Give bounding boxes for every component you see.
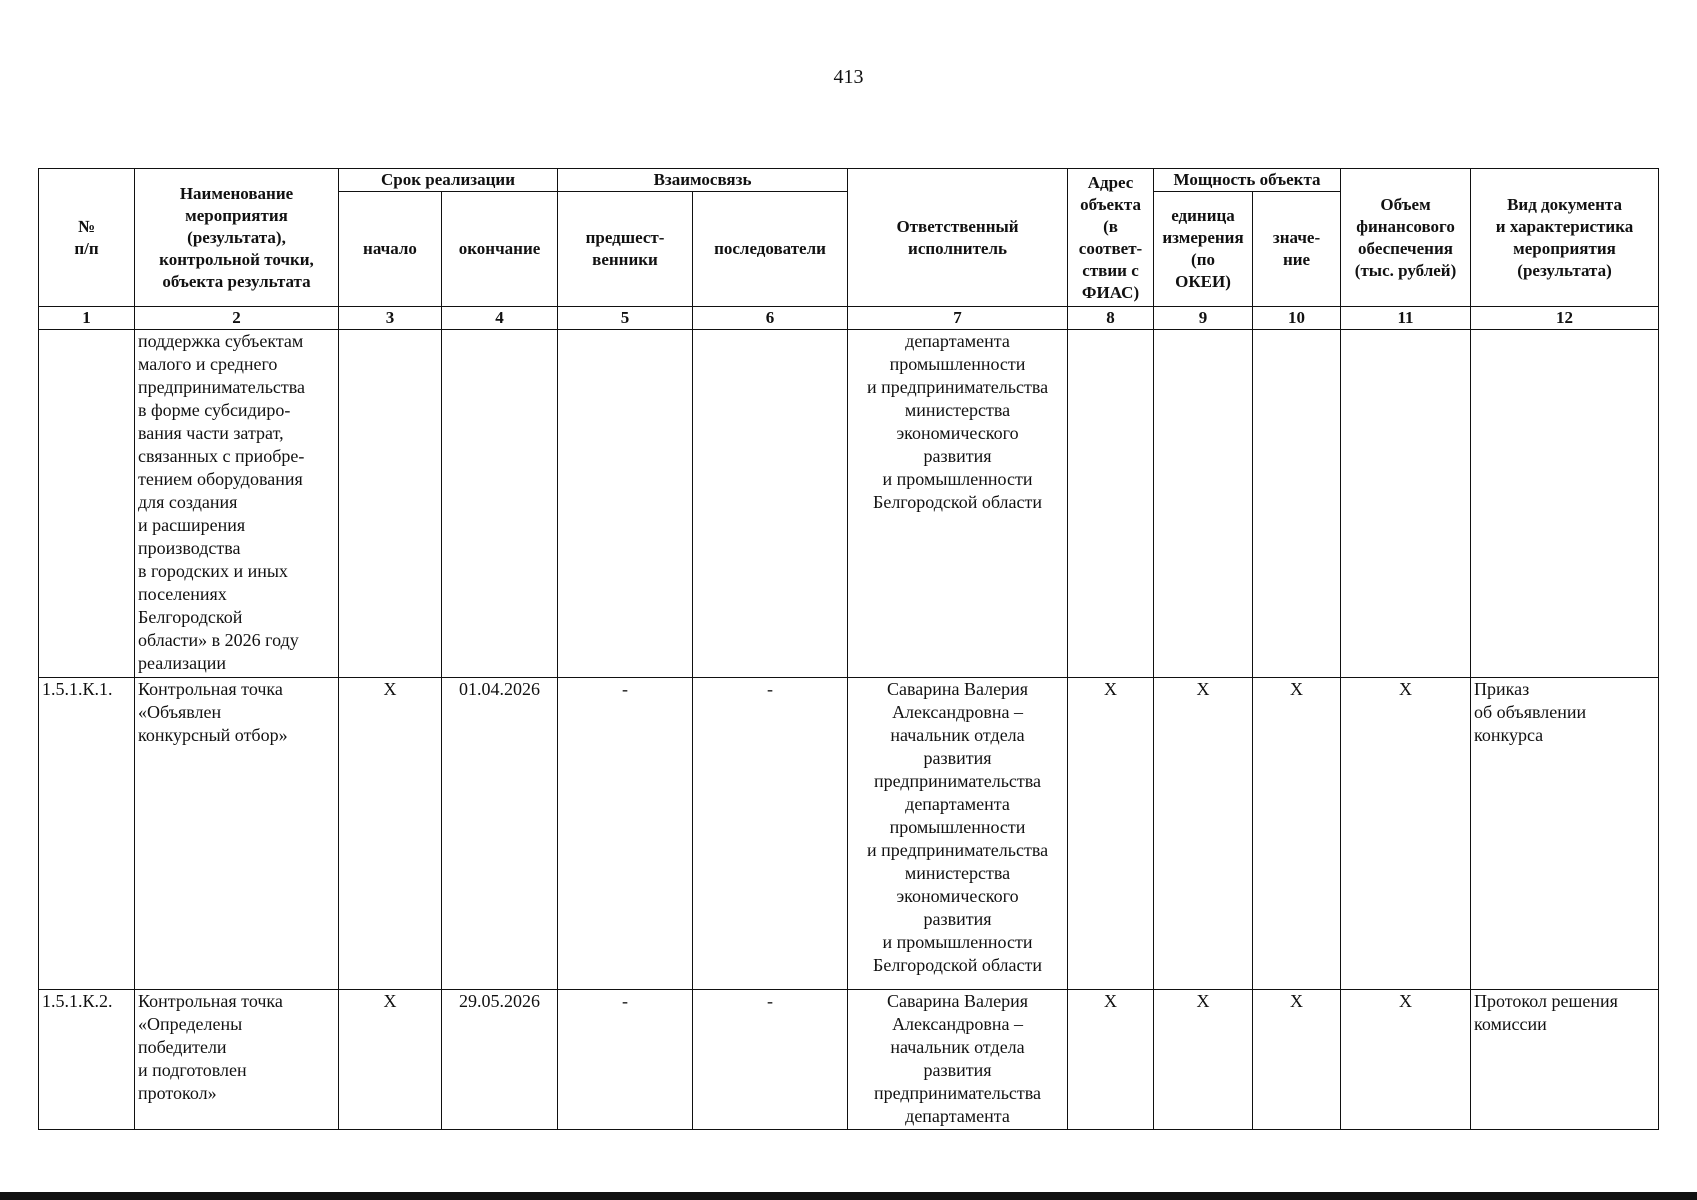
cell-address: X: [1068, 678, 1154, 990]
cell-financing: X: [1341, 990, 1471, 1130]
cell-name: Контрольная точка «Определены победители и подготовлен протокол»: [135, 990, 339, 1130]
cell-successors: -: [693, 990, 848, 1130]
column-number: 5: [558, 307, 693, 330]
table-row: [39, 678, 1659, 990]
column-number: 7: [848, 307, 1068, 330]
header-number: № п/п: [39, 169, 135, 307]
cell-financing: [1341, 330, 1471, 678]
column-number: 6: [693, 307, 848, 330]
page-number: 413: [833, 66, 864, 88]
page-bottom-border: [0, 1192, 1697, 1200]
cell-end: 01.04.2026: [442, 678, 558, 990]
column-number: 2: [135, 307, 339, 330]
cell-document: [1471, 330, 1659, 678]
cell-number: 1.5.1.К.1.: [39, 678, 135, 990]
cell-executor: Саварина Валерия Александровна – начальник отдела развития предпринимательства департамента промышленности и предпринимательства министерства экономического развития и промышленности Белгородской области: [848, 678, 1068, 990]
header-group-term: Срок реализации: [339, 169, 558, 192]
cell-start: X: [339, 678, 442, 990]
column-number: 4: [442, 307, 558, 330]
header-executor: Ответственный исполнитель: [848, 169, 1068, 307]
cell-document: Приказ об объявлении конкурса: [1471, 678, 1659, 990]
header-document: Вид документа и характеристика мероприятия (результата): [1471, 169, 1659, 307]
column-number: 3: [339, 307, 442, 330]
cell-start: X: [339, 990, 442, 1130]
table-row: [39, 330, 1659, 678]
table-header: [39, 169, 1659, 330]
header-unit: единица измерения (по ОКЕИ): [1154, 192, 1253, 307]
header-start: начало: [339, 192, 442, 307]
cell-name: поддержка субъектам малого и среднего предпринимательства в форме субсидиро- вания части затрат, связанных с приобре- тением оборудования для создания и расширения производства в городских и иных поселениях Белгородской области» в 2026 году реализации: [135, 330, 339, 678]
cell-unit: [1154, 330, 1253, 678]
cell-value: [1253, 330, 1341, 678]
cell-number: [39, 330, 135, 678]
cell-value: X: [1253, 990, 1341, 1130]
cell-predecessors: -: [558, 678, 693, 990]
header-successors: последователи: [693, 192, 848, 307]
header-value: значе- ние: [1253, 192, 1341, 307]
cell-address: X: [1068, 990, 1154, 1130]
column-number: 12: [1471, 307, 1659, 330]
cell-end: [442, 330, 558, 678]
cell-predecessors: [558, 330, 693, 678]
table-row: [39, 990, 1659, 1130]
cell-executor: департамента промышленности и предпринимательства министерства экономического развития и промышленности Белгородской области: [848, 330, 1068, 678]
cell-number: 1.5.1.К.2.: [39, 990, 135, 1130]
cell-end: 29.05.2026: [442, 990, 558, 1130]
cell-name: Контрольная точка «Объявлен конкурсный отбор»: [135, 678, 339, 990]
column-number: 1: [39, 307, 135, 330]
header-name: Наименование мероприятия (результата), контрольной точки, объекта результата: [135, 169, 339, 307]
column-number: 11: [1341, 307, 1471, 330]
cell-financing: X: [1341, 678, 1471, 990]
header-end: окончание: [442, 192, 558, 307]
cell-executor: Саварина Валерия Александровна – начальник отдела развития предпринимательства департамента: [848, 990, 1068, 1130]
cell-predecessors: -: [558, 990, 693, 1130]
header-address: Адрес объекта (в соответ- ствии с ФИАС): [1068, 169, 1154, 307]
plan-table: [38, 168, 1659, 1130]
column-number: 10: [1253, 307, 1341, 330]
cell-successors: -: [693, 678, 848, 990]
cell-unit: X: [1154, 990, 1253, 1130]
header-group-link: Взаимосвязь: [558, 169, 848, 192]
header-predecessors: предшест- венники: [558, 192, 693, 307]
column-number: 9: [1154, 307, 1253, 330]
header-financing: Объем финансового обеспечения (тыс. рублей): [1341, 169, 1471, 307]
cell-document: Протокол решения комиссии: [1471, 990, 1659, 1130]
header-group-power: Мощность объекта: [1154, 169, 1341, 192]
column-number: 8: [1068, 307, 1154, 330]
cell-unit: X: [1154, 678, 1253, 990]
cell-value: X: [1253, 678, 1341, 990]
cell-start: [339, 330, 442, 678]
column-number-row: [39, 307, 1659, 330]
cell-successors: [693, 330, 848, 678]
cell-address: [1068, 330, 1154, 678]
